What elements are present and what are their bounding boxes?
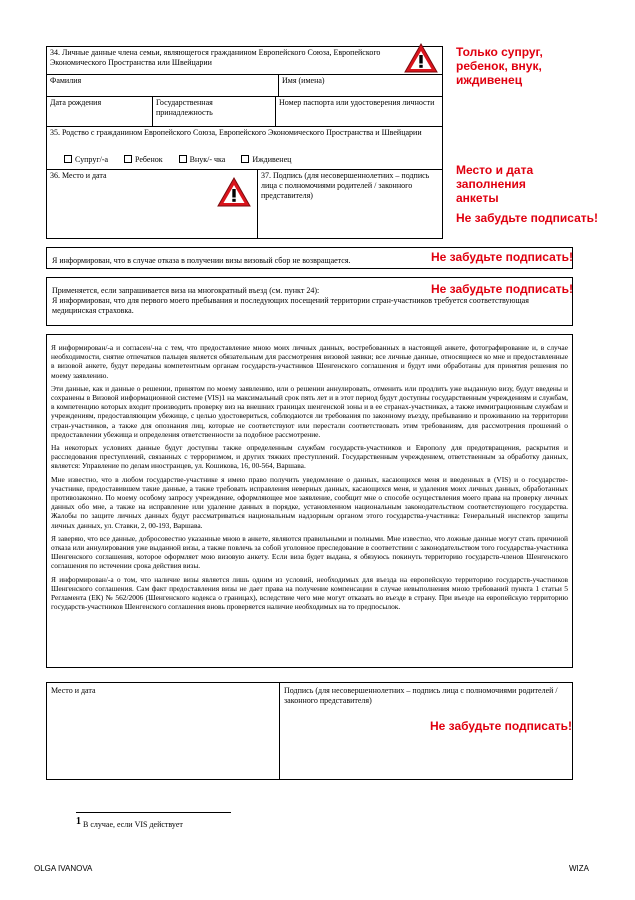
declaration-paragraph: На некоторых условиях данные будут доступны также определенным службам государств-участников и Европолу для предотвращения, раскрытия и расследования преступлений, связанных с терроризмом, и других тяжких преступлений. Государственным учреждением, ответственным за обработку данных, является: Управление по делам иностранцев, ул. Кошикова, 16, 00-564, Варшава. [51, 443, 568, 471]
relationship-options [64, 155, 364, 165]
declaration-paragraph: Я заверяю, что все данные, добросовестно указанные мною в анкете, являются правильными и полными. Мне известно, что ложные данные могут стать причиной отказа или аннулирования уже выданной визы, а также повлечь за собой уголовное преследование в соответствии с законодательством того государства-участника Шенгенского соглашения, которое оформляет мою визовую анкету. Если виза будет выдана, я обязуюсь покинуть территорию государств-членов Шенгенского соглашения по истечении срока действия визы. [51, 533, 568, 571]
footnote-mark: 1 [76, 816, 81, 827]
divider [46, 126, 443, 127]
divider [279, 682, 280, 780]
footnote-text: В случае, если VIS действует [83, 820, 183, 829]
section-36-label: 36. Место и дата [50, 171, 107, 180]
section-37-label: 37. Подпись (для несовершеннолетних – подпись лица с полномочиями родителей / законного представителя) [261, 171, 430, 200]
footer-left: OLGA IVANOVA [34, 864, 93, 873]
footnote [76, 816, 183, 831]
signature-label: Подпись (для несовершеннолетних – подпись лица с полномочиями родителей / законного представителя) [284, 686, 558, 705]
place-date-label: Место и дата [51, 686, 96, 695]
note-family-only: Только супруг, ребенок, внук, иждивенец [456, 45, 543, 87]
option-dependant[interactable] [241, 155, 291, 165]
divider [275, 96, 276, 126]
option-label: Внук/- чка [189, 155, 226, 164]
option-label: Супруг/-а [75, 155, 109, 164]
checkbox[interactable] [241, 155, 249, 163]
divider [46, 169, 443, 170]
footnote-rule [76, 812, 231, 813]
divider [152, 96, 153, 126]
note-sign: Не забудьте подписать! [430, 719, 573, 733]
option-label: Ребенок [135, 155, 163, 164]
checkbox[interactable] [124, 155, 132, 163]
option-grandchild[interactable] [179, 155, 226, 165]
name-label: Имя (имена) [282, 76, 325, 85]
checkbox[interactable] [179, 155, 187, 163]
section-34-title: 34. Личные данные члена семьи, являющегося гражданином Европейского Союза, Европейского Экономического Пространства или Швейцарии [50, 48, 381, 67]
note-sign: Не забудьте подписать! [456, 211, 599, 225]
declaration-paragraph: Я информирован/-а и согласен/-на с тем, что предоставление мною моих личных данных, востребованных в настоящей анкете, фотографирование и, в случае необходимости, снятие отпечатков пальцев является обязательным для рассмотрения визовой заявки; все личные данные, относящиеся ко мне и предоставленные в визовой анкете, будут переданы компетентным органам государств-участников Шенгенского соглашения и будут ими обработаны для принятия решения по моему заявлению. [51, 343, 568, 380]
declaration-paragraph: Эти данные, как и данные о решении, принятом по моему заявлению, или о решении аннулировать, отменить или продлить уже выданную визу, будут введены и сохранены в Визовой информационной системе (VIS)1 на максимальный срок пять лет и в этот период будут доступны государственным учреждениям и службам, в компетенцию которых входит производить проверку виз на внешних границах шенгенской зоны и в ее странах-участниках, а также иммиграционным службам и учреждениям, предоставляющим убежище, с целью удостовериться, соблюдаются ли требования по законному въезду, пребыванию и проживанию на территории стран-участников, а также для опознания лиц, которые не соответствуют или перестали соответствовать этим требованиям, для рассмотрения прошений о предоставлении убежища и определения ответственности за подобное рассмотрение. [51, 383, 568, 439]
surname-label: Фамилия [50, 76, 82, 85]
passport-label: Номер паспорта или удостоверения личности [279, 98, 435, 107]
insurance-line-2: Я информирован, что для первого моего пребывания и последующих посещений территории стран-участников требуется соответствующая медицинская страховка. [52, 296, 529, 315]
divider [46, 74, 443, 75]
option-spouse[interactable] [64, 155, 108, 165]
insurance-line-1: Применяется, если запрашивается виза на многократный въезд (см. пункт 24): [52, 286, 320, 295]
section-35-title: 35. Родство с гражданином Европейского Союза, Европейского Экономического Пространства и Швейцарии [50, 128, 422, 137]
declaration-paragraph: Я информирован/-а о том, что наличие визы является лишь одним из условий, необходимых для въезда на европейскую территорию государств-участников Шенгенского соглашения. Сам факт предоставления визы не дает права на получение компенсации в случае невыполнения мною требований пункта 1 статьи 5 Регламента (ЕК) № 562/2006 (Шенгенского кодекса о границах), вследствие чего мне могут отказать во въезде в страну. При въезде на европейскую территорию государств-участников Шенгенского соглашения вновь проверяется наличие необходимых на то предпосылок. [51, 574, 568, 612]
note-sign: Не забудьте подписать! [431, 250, 574, 264]
divider [46, 96, 443, 97]
fee-notice-text: Я информирован, что в случае отказа в получении визы визовый сбор не возвращается. [52, 256, 351, 265]
footer-right: WIZA [569, 864, 589, 873]
note-place-date: Место и дата заполнения анкеты [456, 163, 534, 205]
warning-icon [403, 42, 439, 74]
checkbox[interactable] [64, 155, 72, 163]
note-sign: Не забудьте подписать! [431, 282, 574, 296]
divider [278, 74, 279, 96]
option-child[interactable] [124, 155, 163, 165]
option-label: Иждивенец [252, 155, 292, 164]
warning-icon [216, 176, 252, 208]
declaration-paragraph: Мне известно, что в любом государстве-участнике я имею право получить уведомление о данных, касающихся меня и введенных в (VIS) и о государстве-участнике, предоставившем такие данные, а также требовать исправления неверных данных, касающихся меня, и удаления моих личных данных, обработанных противозаконно. По моему особому запросу учреждение, оформляющее мое заявление, сообщит мне о способе осуществления моего права на проверку личных данных обо мне, а также на исправление или удаление данных в порядке, установленном национальным законодательством соответствующего государства. Жалобы по защите личных данных будут рассматриваться национальным надзорным органом этого государства-участника: Генеральный инспектор защиты личных данных, ул. Ставки, 2, 00-193, Варшава. [51, 474, 568, 530]
birth-date-label: Дата рождения [50, 98, 102, 107]
declaration-text [51, 343, 568, 615]
nationality-label: Государственная принадлежность [156, 98, 213, 117]
divider [257, 169, 258, 239]
